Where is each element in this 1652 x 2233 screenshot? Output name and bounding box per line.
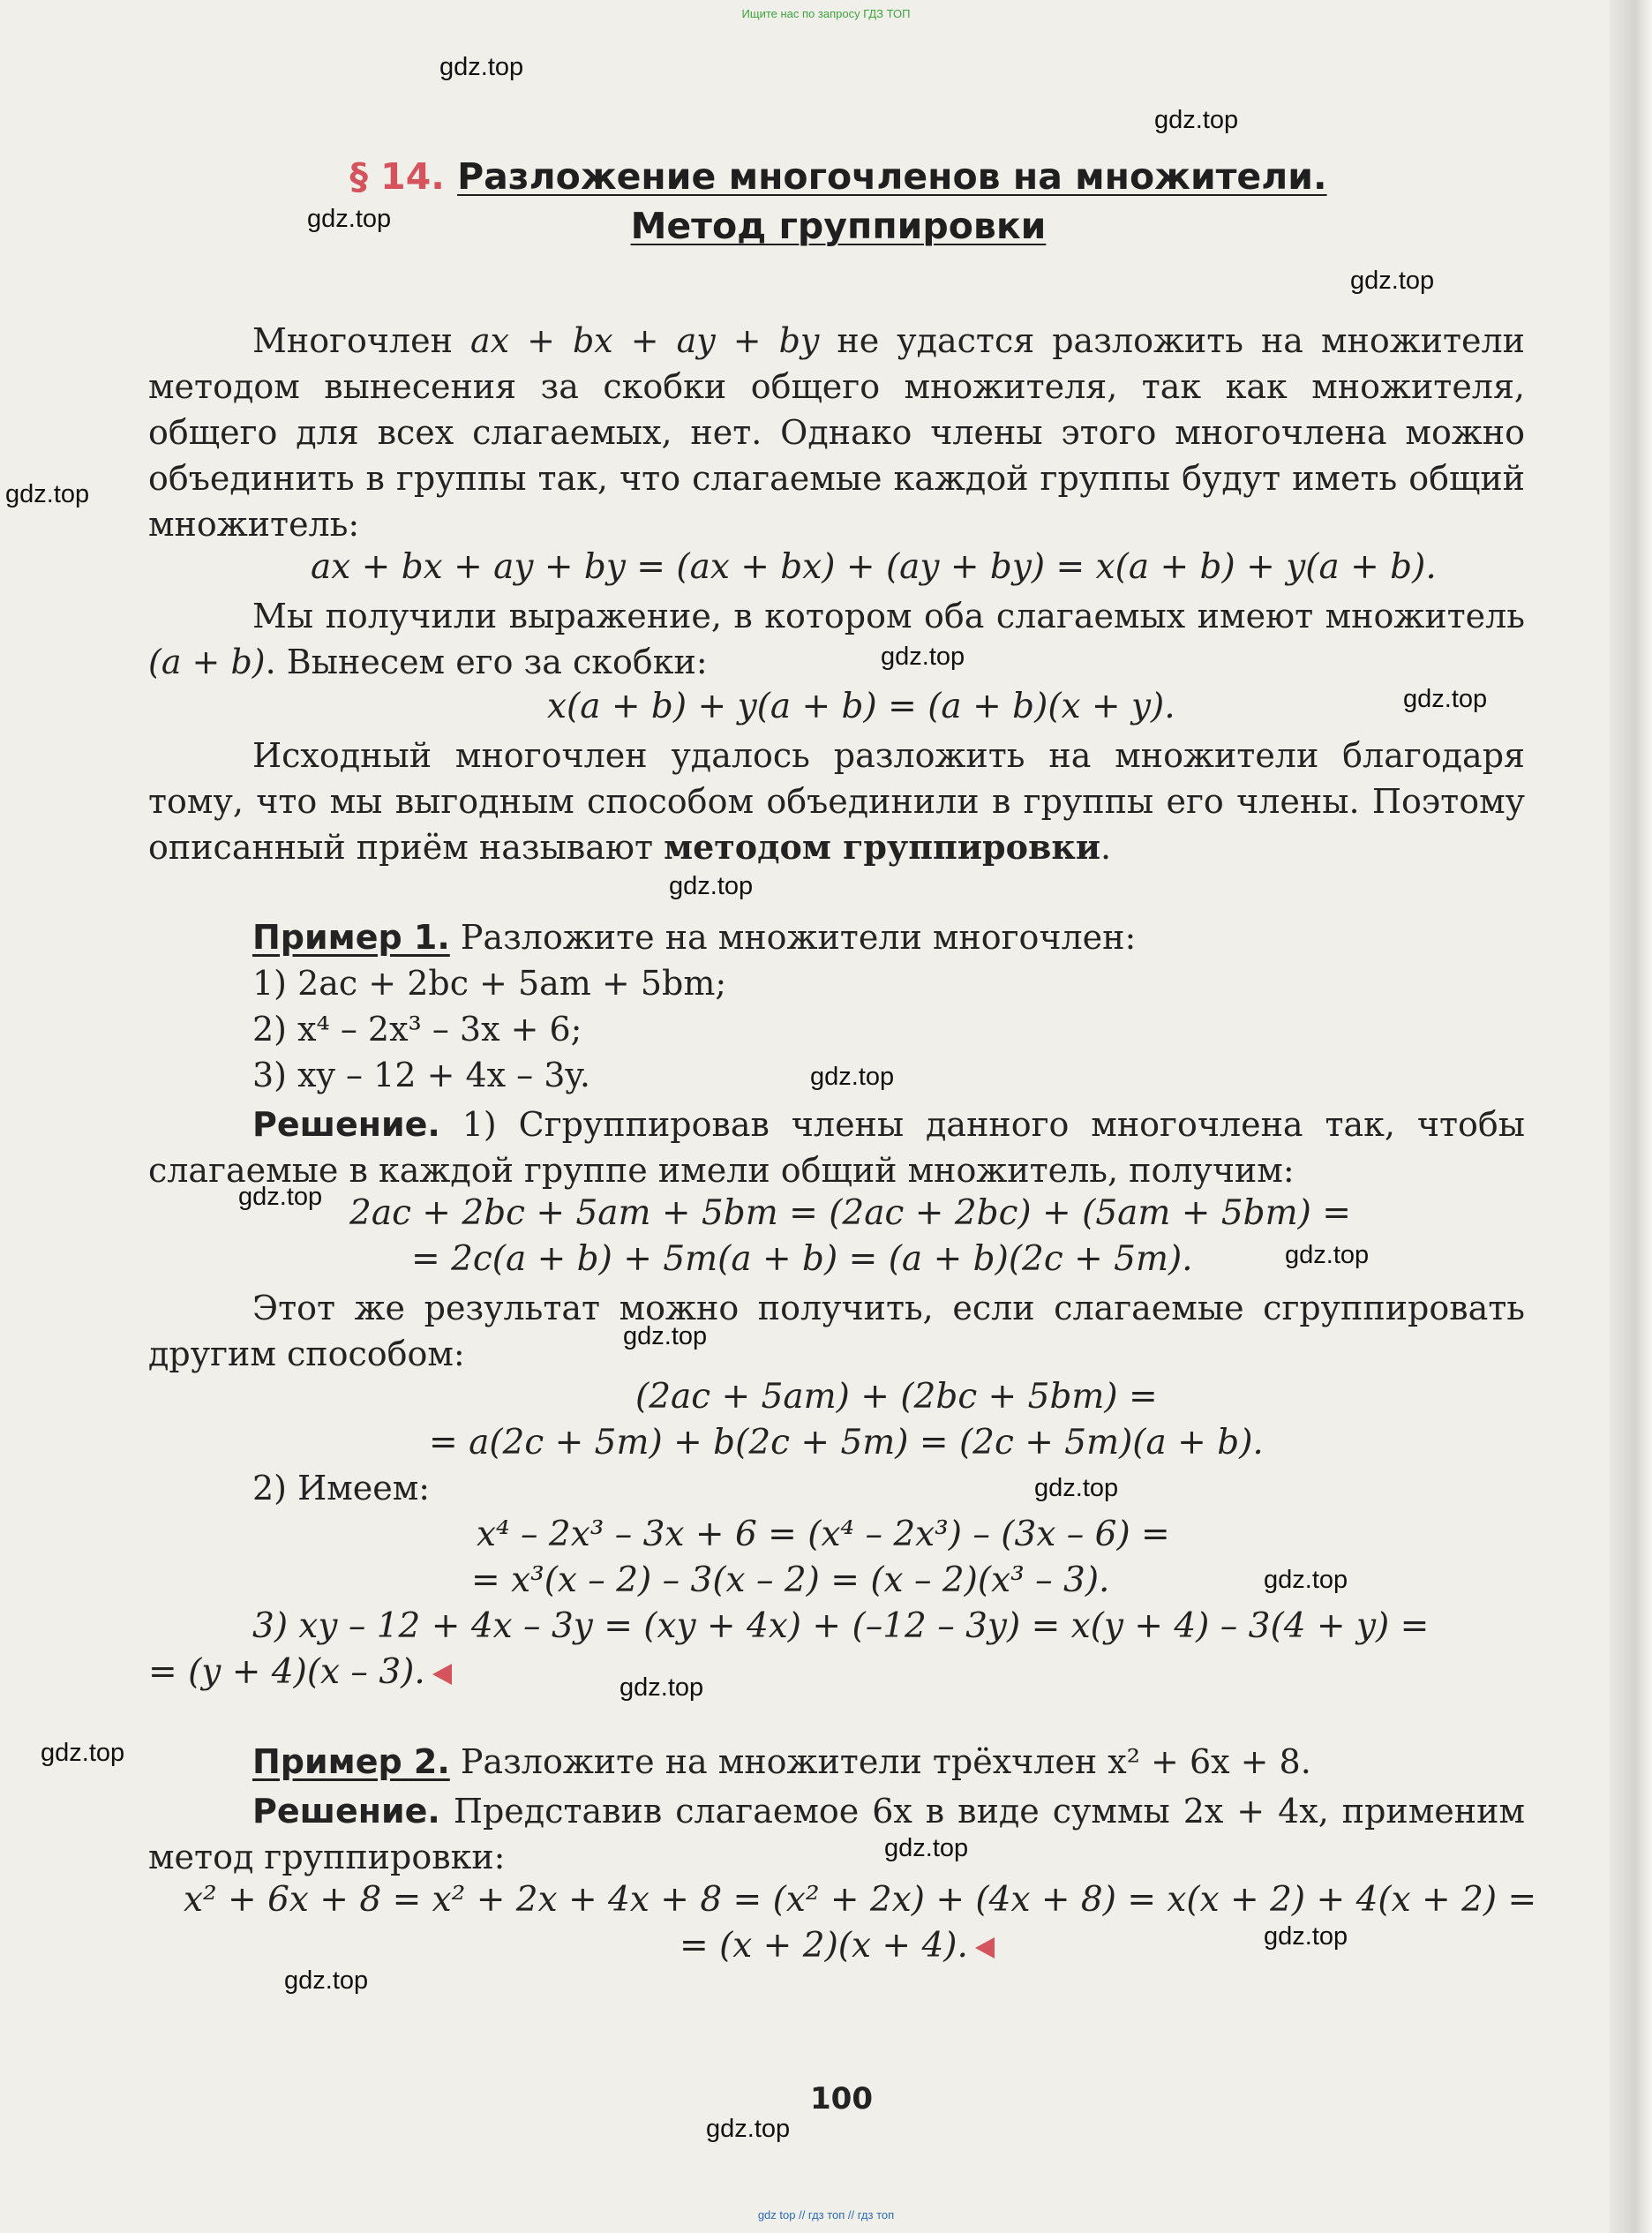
example2-line2-text: = (x + 2)(x + 4). bbox=[680, 1926, 968, 1966]
intro-text: Многочлен bbox=[252, 321, 470, 360]
example1-item-2: 2) x⁴ – 2x³ – 3x + 6; bbox=[252, 1010, 582, 1049]
watermark: gdz.top bbox=[5, 480, 90, 508]
solution-text: 1) Сгруппировав члены данного многочлена так, чтобы слагаемые в каждой группе имели общий множитель, получим: bbox=[148, 1105, 1525, 1190]
watermark: gdz.top bbox=[1285, 1241, 1370, 1269]
watermark: gdz.top bbox=[238, 1183, 323, 1211]
watermark: gdz.top bbox=[1264, 1922, 1348, 1951]
bottom-banner: gdz top // гдз топ // гдз топ bbox=[757, 2208, 895, 2222]
example2-heading bbox=[252, 1742, 1311, 1781]
example1-item-3: 3) xy – 12 + 4x – 3y. bbox=[252, 1056, 590, 1094]
example2-solution-intro bbox=[148, 1788, 1525, 1880]
factor-text: Мы получили выражение, в котором оба слагаемых имеют множитель bbox=[252, 597, 1525, 635]
example1-label: Пример 1. bbox=[252, 918, 450, 957]
solution2-line2: = x³(x – 2) – 3(x – 2) = (x – 2)(x³ – 3). bbox=[471, 1560, 1110, 1600]
method-text-end: . bbox=[1100, 828, 1112, 867]
section-title-text: Разложение многочленов на множители. bbox=[457, 155, 1327, 198]
example1-heading bbox=[252, 918, 1136, 957]
alternative-paragraph: Этот же результат можно получить, если слагаемые сгруппировать другим способом: bbox=[148, 1289, 1525, 1373]
watermark: gdz.top bbox=[1034, 1474, 1119, 1502]
solution3-line1: 3) xy – 12 + 4x – 3y = (xy + 4x) + (–12 – 3y) = x(y + 4) – 3(4 + y) = bbox=[252, 1606, 1430, 1646]
intro-paragraph bbox=[148, 318, 1525, 547]
solution-label: Решение. bbox=[252, 1105, 440, 1144]
formula-grouping: ax + bx + ay + by = (ax + bx) + (ay + by) = x(a + b) + y(a + b). bbox=[311, 547, 1437, 587]
watermark: gdz.top bbox=[307, 205, 392, 233]
intro-expression: ax + bx + ay + by bbox=[470, 321, 820, 360]
example2-line2 bbox=[680, 1926, 995, 1966]
example2-task: Разложите на множители трёхчлен x² + 6x + 8. bbox=[449, 1742, 1311, 1781]
solution1-alt-line1: (2ac + 5am) + (2bc + 5bm) = bbox=[635, 1377, 1158, 1417]
solution2-label: 2) Имеем: bbox=[252, 1469, 431, 1507]
page-number: 100 bbox=[810, 2081, 873, 2116]
watermark: gdz.top bbox=[881, 643, 965, 671]
factor-text: . Вынесем его за скобки: bbox=[265, 643, 708, 681]
solution3-line2 bbox=[148, 1652, 452, 1692]
watermark: gdz.top bbox=[439, 53, 524, 81]
top-banner: Ищите нас по запросу ГДЗ ТОП bbox=[741, 7, 911, 20]
method-term: методом группировки bbox=[664, 827, 1101, 867]
watermark: gdz.top bbox=[1154, 106, 1239, 134]
solution1-line2: = 2c(a + b) + 5m(a + b) = (a + b)(2c + 5m). bbox=[411, 1239, 1193, 1279]
watermark: gdz.top bbox=[284, 1966, 369, 1995]
section-title-line1 bbox=[221, 155, 1456, 198]
intro-text: не удастся разложить на множители методом вынесения за скобки общего множителя, так как множителя, общего для всех слагаемых, нет. Однако члены этого многочлена можно объединить в группы так, что слагаемые каждой группы будут иметь общий множитель: bbox=[148, 321, 1525, 544]
example1-solution-intro bbox=[148, 1101, 1525, 1193]
end-of-solution-marker bbox=[432, 1664, 452, 1685]
factor-expression: (a + b) bbox=[148, 643, 266, 681]
solution-label: Решение. bbox=[252, 1792, 440, 1831]
watermark: gdz.top bbox=[669, 872, 754, 900]
watermark: gdz.top bbox=[810, 1063, 895, 1091]
watermark: gdz.top bbox=[41, 1739, 125, 1767]
solution2-line1: x⁴ – 2x³ – 3x + 6 = (x⁴ – 2x³) – (3x – 6) = bbox=[477, 1515, 1170, 1554]
solution-text: Представив слагаемое 6x в виде суммы 2x + 4x, применим метод группировки: bbox=[148, 1792, 1525, 1876]
method-paragraph bbox=[148, 733, 1525, 870]
example2-line1: x² + 6x + 8 = x² + 2x + 4x + 8 = (x² + 2x) + (4x + 8) = x(x + 2) + 4(x + 2) = bbox=[184, 1880, 1537, 1920]
section-subtitle: Метод группировки bbox=[630, 205, 1047, 247]
end-of-solution-marker bbox=[975, 1937, 995, 1959]
solution1-alt-line2: = a(2c + 5m) + b(2c + 5m) = (2c + 5m)(a + b). bbox=[429, 1423, 1264, 1462]
example1-task: Разложите на множители многочлен: bbox=[449, 918, 1137, 957]
watermark: gdz.top bbox=[1350, 267, 1435, 295]
watermark: gdz.top bbox=[623, 1322, 708, 1350]
section-number: § 14. bbox=[349, 155, 445, 198]
watermark: gdz.top bbox=[706, 2115, 791, 2143]
formula-factor: x(a + b) + y(a + b) = (a + b)(x + y). bbox=[547, 687, 1175, 726]
factor-paragraph bbox=[148, 593, 1525, 685]
method-text: Исходный многочлен удалось разложить на множители благодаря тому, что мы выгодным способом объединили в группы его члены. Поэтому описанный приём называют bbox=[148, 736, 1525, 867]
watermark: gdz.top bbox=[1403, 685, 1488, 713]
section-title-line2 bbox=[221, 205, 1456, 247]
example2-label: Пример 2. bbox=[252, 1742, 450, 1781]
example1-item-1: 1) 2ac + 2bc + 5am + 5bm; bbox=[252, 964, 727, 1003]
solution1-line1: 2ac + 2bc + 5am + 5bm = (2ac + 2bc) + (5am + 5bm) = bbox=[349, 1193, 1351, 1233]
page-edge-shadow bbox=[1610, 0, 1652, 2233]
solution3-line2-text: = (y + 4)(x – 3). bbox=[148, 1652, 425, 1692]
watermark: gdz.top bbox=[620, 1673, 704, 1702]
watermark: gdz.top bbox=[884, 1834, 969, 1862]
watermark: gdz.top bbox=[1264, 1566, 1348, 1594]
